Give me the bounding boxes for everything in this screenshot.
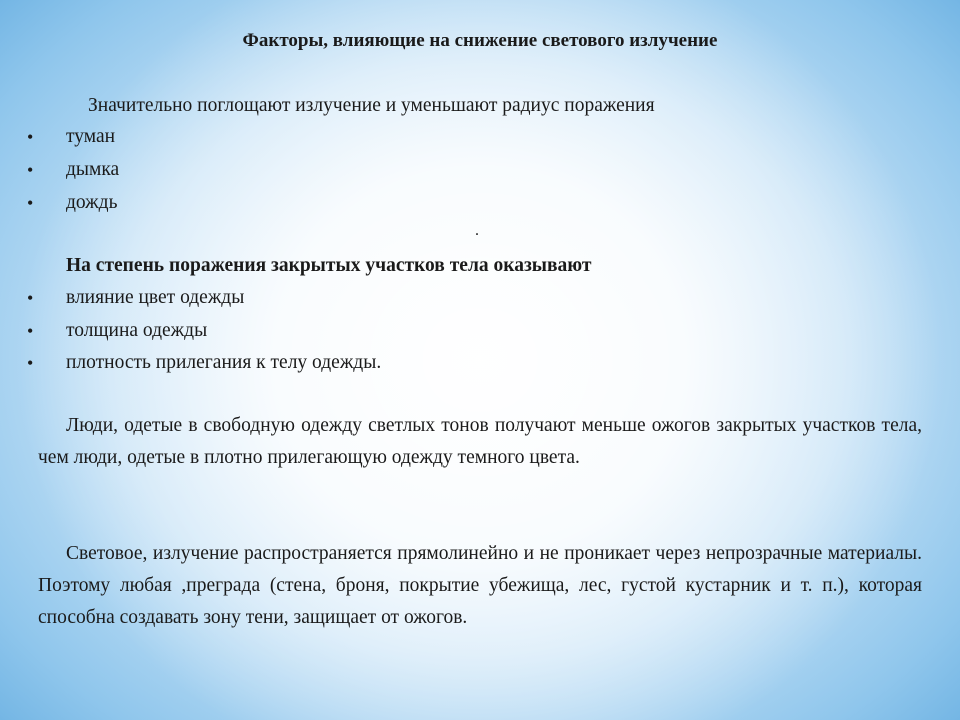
section2-heading: На степень поражения закрытых участков тела оказывают bbox=[66, 255, 592, 276]
bullet-item: влияние цвет одежды bbox=[66, 287, 245, 308]
bullet-dot: • bbox=[27, 321, 34, 341]
bullet-dot: • bbox=[27, 160, 34, 180]
bullet-item: толщина одежды bbox=[66, 320, 208, 341]
section1-heading: Значительно поглощают излучение и уменьшают радиус поражения bbox=[88, 95, 655, 116]
bullet-dot: • bbox=[27, 353, 34, 373]
separator-dot: . bbox=[475, 222, 479, 239]
slide-title: Факторы, влияющие на снижение светового излучение bbox=[242, 30, 718, 51]
bullet-dot: • bbox=[27, 127, 34, 147]
bullet-item: дождь bbox=[66, 192, 118, 213]
bullet-dot: • bbox=[27, 288, 34, 308]
bullet-item: дымка bbox=[66, 159, 120, 180]
bullet-dot: • bbox=[27, 193, 34, 213]
paragraph-clothing: Люди, одетые в свободную одежду светлых тонов получают меньше ожогов закрытых участков тела, чем люди, одетые в плотно прилегающую одежду темного цвета. bbox=[38, 415, 922, 468]
bullet-item: туман bbox=[66, 126, 116, 147]
bullet-item: плотность прилегания к телу одежды. bbox=[66, 352, 382, 373]
paragraph-light-propagation: Световое, излучение распространяется прямолинейно и не проникает через непрозрачные материалы. Поэтому любая ,преграда (стена, броня, покрытие убежища, лес, густой кустарник и т. п.), которая способна создавать зону тени, защищает от ожогов. bbox=[38, 543, 922, 628]
